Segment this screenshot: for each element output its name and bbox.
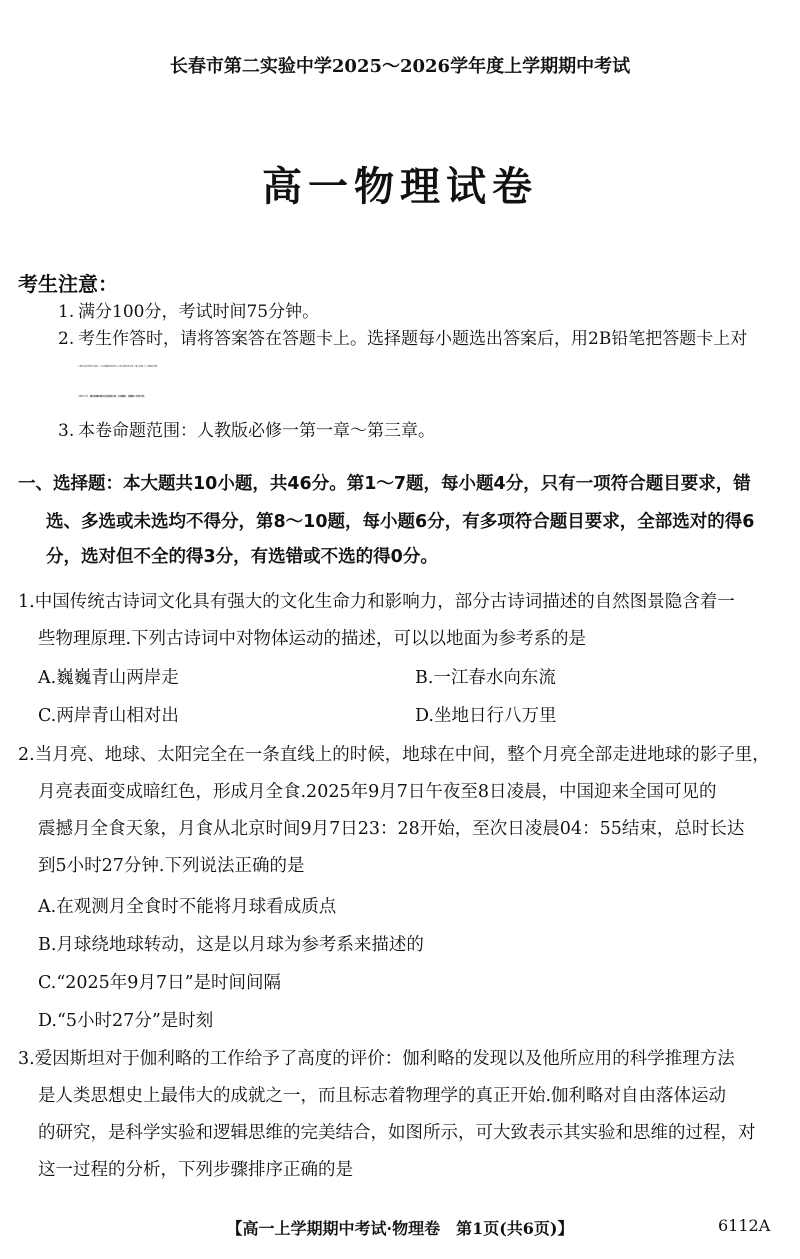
notice-item-2-prefix: 区域内作答，: [78, 396, 91, 398]
paper-code: 6112A: [718, 1216, 771, 1235]
section-instruction-line-3: 分，选对但不全的得3分，有选错或不选的得0分。: [46, 547, 438, 567]
question-2-option-d: D.“5小时27分”是时刻: [38, 1011, 214, 1031]
notice-item-3: [58, 416, 788, 446]
notice-heading: 考生注意：: [18, 272, 118, 296]
question-3-line-2: 是人类思想史上最伟大的成就之一，而且标志着物理学的真正开始.伽利略对自由落体运动: [38, 1086, 727, 1106]
notice-item-text: 考生作答时，请将答案答在答题卡上。选择题每小题选出答案后，用2B铅笔把答题卡上对: [78, 329, 748, 349]
paper-title: 高一物理试卷: [262, 163, 538, 210]
question-2-line-3: 震撼月全食天象，月食从北京时间9月7日23：28开始，至次日凌晨04：55结束，总时长达: [38, 819, 745, 839]
question-3-line-1: 3.爱因斯坦对于伽利略的工作给予了高度的评价：伽利略的发现以及他所应用的科学推理方法: [18, 1049, 735, 1069]
section-instruction-line-1: 一、选择题：本大题共10小题，共46分。第1～7题，每小题4分，只有一项符合题目要求，错: [18, 474, 751, 494]
question-3-line-3: 的研究，是科学实验和逻辑思维的完美结合，如图所示，可大致表示其实验和思维的过程，对: [38, 1123, 756, 1143]
question-2-line-1: 2.当月亮、地球、太阳完全在一条直线上的时候，地球在中间，整个月亮全部走进地球的影子里，: [18, 745, 770, 765]
question-1-line-1: 1.中国传统古诗词文化具有强大的文化生命力和影响力，部分古诗词描述的自然图景隐含着一: [18, 592, 735, 612]
notice-item-2-line3: [78, 382, 793, 412]
question-1-option-d: D.坐地日行八万里: [415, 706, 557, 726]
page-footer: 【高一上学期期中考试·物理卷 第1页(共6页)】: [226, 1219, 574, 1238]
notice-item-2: [58, 324, 788, 354]
notice-item-1: [58, 297, 788, 327]
question-2-option-c: C.“2025年9月7日”是时间间隔: [38, 973, 282, 993]
question-1-option-c: C.两岸青山相对出: [38, 706, 179, 726]
question-1-line-2: 些物理原理.下列古诗词中对物体运动的描述，可以以地面为参考系的是: [38, 629, 587, 649]
question-1-option-a: A.巍巍青山两岸走: [38, 668, 179, 688]
question-2-line-2: 月亮表面变成暗红色，形成月全食.2025年9月7日午夜至8日凌晨，中国迎来全国可见的: [38, 782, 717, 802]
question-2-option-b: B.月球绕地球转动，这是以月球为参考系来描述的: [38, 935, 424, 955]
notice-item-number: 1.: [58, 302, 75, 322]
notice-item-text: 本卷命题范围：人教版必修一第一章～第三章。: [78, 421, 435, 441]
question-1-option-b: B.一江春水向东流: [415, 668, 556, 688]
question-2-line-4: 到5小时27分钟.下列说法正确的是: [38, 856, 305, 876]
section-instruction-line-2: 选、多选或未选均不得分，第8～10题，每小题6分，有多项符合题目要求，全部选对的得6: [46, 512, 755, 532]
school-exam-title: 长春市第二实验中学2025～2026学年度上学期期中考试: [169, 56, 631, 77]
notice-item-number: 2.: [58, 329, 75, 349]
notice-item-2-line2: 应题目的答案标号涂黑；非选择题请用直径0.5毫米黑色墨水签字笔在答题卡上各题的答题: [78, 366, 158, 368]
notice-item-number: 3.: [58, 421, 75, 441]
notice-item-text: 满分100分，考试时间75分钟。: [78, 302, 320, 322]
notice-emphasis-text: 超出答题区域书写的答案无效，在试题卷、草稿纸上作答无效。: [90, 396, 147, 398]
question-2-option-a: A.在观测月全食时不能将月球看成质点: [38, 897, 337, 917]
question-3-line-4: 这一过程的分析，下列步骤排序正确的是: [38, 1160, 353, 1180]
